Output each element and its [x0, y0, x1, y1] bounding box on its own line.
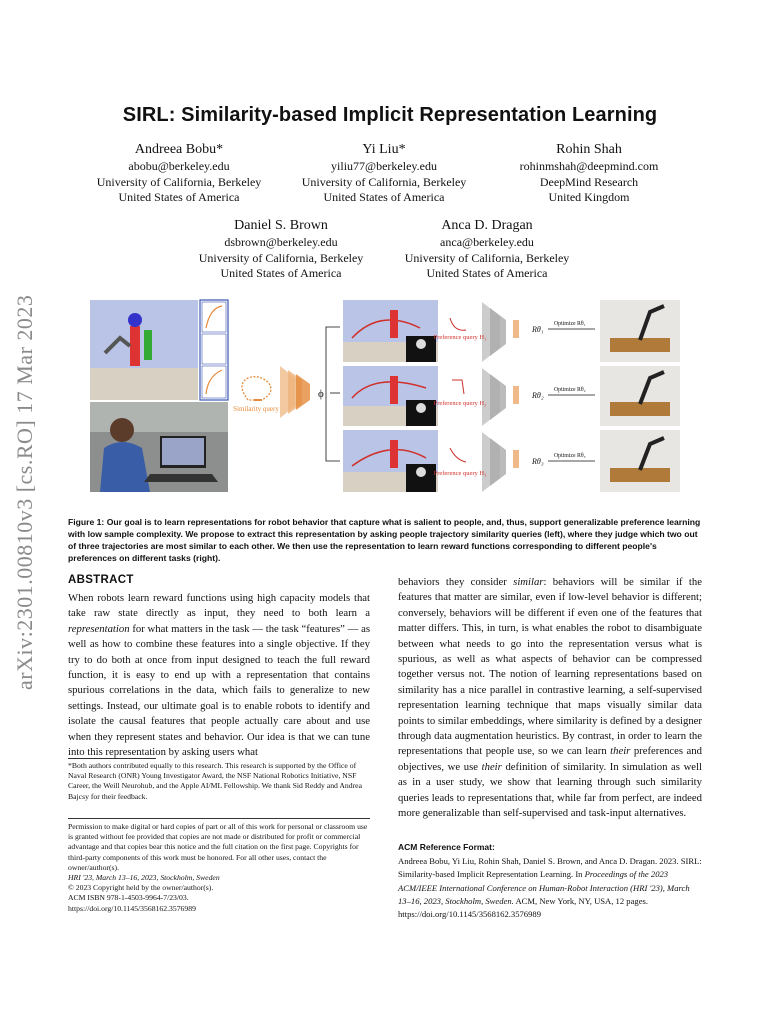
acm-reference [398, 855, 702, 921]
isbn: ACM ISBN 978-1-4503-9964-7/23/03. [68, 893, 189, 903]
intro-text: : behaviors will be similar if the features that matter are similar, even if low-level behavior is different; conversely, behaviors will be different if even one of the features that matter differs. This, in turn, is what enables the robot to disambiguate between what needs to go into the representation versus what is spurious, as well as what aspects of behavior can be compressed together versus not. The notion of learning representations based on similarity has a nice parallel in contrastive learning, a self-supervised representation learning technique that maps visually similar data points to similar embeddings, where similarity is defined by a designer through data augmentation heuristics. By contrast, in order to learn the representations that people use, so we can learn [398, 576, 702, 758]
figure-1-illustration [90, 298, 680, 493]
figure-1 [90, 298, 680, 493]
user-at-laptop-photo [90, 402, 228, 492]
author-name: Anca D. Dragan [441, 218, 533, 233]
abstract-body [68, 591, 370, 760]
author-email: dsbrown@berkeley.edu [224, 235, 338, 249]
intro-emphasis: similar [513, 576, 544, 588]
author-name: Rohin Shah [556, 142, 622, 157]
venue: HRI '23, March 13–16, 2023, Stockholm, Sweden [68, 873, 220, 883]
author-email: rohinmshah@deepmind.com [519, 159, 659, 173]
abstract-heading: ABSTRACT [68, 574, 134, 586]
author-name: Yi Liu* [362, 142, 406, 157]
reward-label-2: Rθ₂ [532, 391, 544, 400]
intro-emphasis: their [610, 745, 631, 758]
intro-text: behaviors they consider [398, 576, 514, 588]
author-affiliation: University of California, Berkeley [301, 174, 467, 189]
author-affiliation: University of California, Berkeley [198, 250, 364, 265]
permission-rule [68, 818, 370, 819]
pref-query-label-3: Preference query H₃ [433, 470, 487, 477]
abstract-emphasis: representation [68, 622, 130, 635]
phi-symbol: ϕ [318, 388, 324, 400]
preference-row-3 [343, 430, 680, 492]
caption-text: Our goal is to learn representations for robot behavior that capture what is salient to people, and, thus, support generalizable preference learning with low sample complexity. We propose to extract this representation by asking people trajectory similarity queries (left), where they judge which two out of three trajectories are most similar to each other. We then use the representation to learn reward functions corresponding to different people's preferences on different tasks (right). [68, 517, 701, 563]
acm-ref-text: Andreea Bobu, Yi Liu, Rohin Shah, Daniel S. Brown, and Anca D. Dragan. 2023. SIRL: Similarity-based Implicit Representation Learning. In [398, 856, 702, 880]
author-country: United Kingdom [548, 190, 630, 204]
similarity-query-blob [242, 377, 271, 400]
paper-title: SIRL: Similarity-based Implicit Representation Learning [122, 104, 658, 126]
author-affiliation: University of California, Berkeley [404, 250, 570, 265]
author-country: United States of America [118, 190, 240, 204]
author-email: yiliu77@berkeley.edu [331, 159, 437, 173]
author-block-2 [293, 140, 475, 206]
abstract-text-cont: for what matters in the task — the task “features” — as well as how to combine these features into a single objective. If they try to do both at once from input designed to teach the full reward function, it is easy to end up with a representation that contains spurious correlations in the data, which fails to generalize to new settings. Instead, our ultimate goal is to enable robots to identify and isolate the causal features that people actually care about and use when they represent states and behavior. Our idea is that we can tune into this representation by asking users what [68, 622, 370, 759]
pref-query-label-1: Preference query H₁ [433, 334, 487, 341]
intro-emphasis: their [481, 760, 502, 773]
preference-row-2 [343, 366, 680, 426]
author-block-1 [88, 140, 270, 206]
acm-reference-heading: ACM Reference Format: [398, 842, 495, 852]
author-block-3 [498, 140, 680, 206]
author-affiliation: DeepMind Research [539, 174, 639, 189]
similarity-query-label: Similarity query [233, 405, 279, 413]
optimize-label-2: Optimize Rθ₂ [554, 387, 586, 393]
figure-caption [68, 516, 702, 564]
similarity-sim-panel [90, 300, 198, 400]
intro-text: preferences and objectives, we use [398, 745, 702, 773]
doi-link[interactable]: https://doi.org/10.1145/3568162.3576989 [68, 903, 196, 913]
copyright: © 2023 Copyright held by the owner/author(s). [68, 883, 214, 893]
reward-label-1: Rθ₁ [532, 325, 544, 334]
pref-query-label-2: Preference query H₂ [433, 400, 487, 407]
author-country: United States of America [323, 190, 445, 204]
permission-block [68, 822, 370, 914]
intro-body [398, 575, 702, 822]
author-block-4 [190, 216, 372, 282]
caption-label: Figure 1: [68, 517, 105, 527]
author-block-5 [396, 216, 578, 282]
author-country: United States of America [426, 266, 548, 280]
encoder-network [280, 366, 310, 418]
acm-ref-proceedings: Proceedings of the 2023 ACM/IEEE International Conference on Human-Robot Interaction (HRI '23), March 13–16, 2023, Stockholm, Sweden. [398, 869, 690, 906]
intro-text: definition of similarity. In simulation as well as in a user study, we show that learning through such similarity queries leads to representations that, while far from perfect, are indeed more generalizable than self-supervised and task-input alternatives. [398, 760, 702, 820]
trajectory-triplets-panel [200, 300, 228, 400]
optimize-label-1: Optimize Rθ₁ [554, 321, 586, 327]
author-email: abobu@berkeley.edu [128, 159, 230, 173]
author-email: anca@berkeley.edu [440, 235, 534, 249]
footnote-rule [68, 758, 156, 759]
footnote: *Both authors contributed equally to this research. This research is supported by the Office of Naval Research (ONR) Young Investigator Award, the NSF National Robotics Initiative, NSF Career, the Weill Neurohub, and the Apple AI/ML Fellowship. We thank Sid Reddy and Andrea Bajcsy for their feedback. [68, 761, 363, 801]
acm-ref-text: ACM, New York, NY, USA, 12 pages. https://doi.org/10.1145/3568162.3576989 [398, 895, 649, 920]
branch-arrows [326, 327, 340, 461]
permission-text: Permission to make digital or hard copies of part or all of this work for personal or classroom use is granted without fee provided that copies are not made or distributed for profit or commercial advantage and that copies bear this notice and the full citation on the first page. Copyrights for third-party components of this work must be honored. For all other uses, contact the owner/author(s). [68, 822, 368, 872]
abstract-text: When robots learn reward functions using high capacity models that take raw state directly as input, they need to both learn a [68, 592, 370, 620]
author-country: United States of America [220, 266, 342, 280]
optimize-label-3: Optimize Rθ₃ [554, 453, 586, 459]
arxiv-label: arXiv:2301.00810v3 [cs.RO] 17 Mar 2023 [12, 294, 37, 690]
author-affiliation: University of California, Berkeley [96, 174, 262, 189]
author-name: Andreea Bobu* [134, 142, 224, 157]
preference-row-1 [343, 300, 680, 362]
reward-label-3: Rθ₃ [532, 457, 544, 466]
author-name: Daniel S. Brown [234, 218, 328, 233]
